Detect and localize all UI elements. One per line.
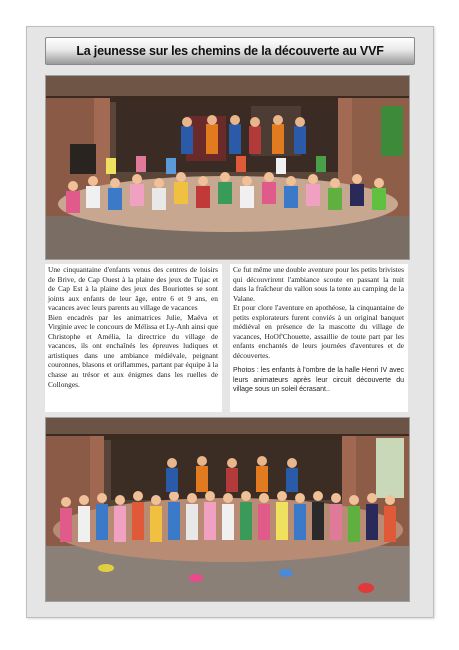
group-photo-top (45, 75, 410, 260)
article-column-left (45, 264, 222, 412)
article-paragraph: Bien encadrés par les animatrices Julie, Maëva et Virginie avec le concours de Mélissa et Ly-Anh ainsi que Christophe et Amélia, la directrice du village de vacances, ils ont enchaînés les épreuves ludiques et artistiques dans une ambiance médiévale, peignant couronnes, blasons et oriflammes, partant par équipe à la chasse au trésor et aux énigmes dans les ruelles de Collonges. (48, 312, 218, 389)
group-photo-bottom (45, 417, 410, 602)
article-paragraph: Et pour clore l'aventure en apothéose, la cinquantaine de petits explorateurs furent conviés à un original banquet médiéval en présence de la mascotte du village de vacances, HoOf'Chouette, assaillie de toute part par les enfants enchantés de leurs journées d'aventures et de découvertes. (233, 303, 404, 360)
photo-caption: Photos : les enfants à l'ombre de la halle Henri IV avec leurs animateurs après leur circuit découverte du village sous un soleil écrasant.. (233, 367, 404, 393)
article-column-right (230, 264, 408, 412)
article-paragraph: Une cinquantaine d'enfants venus des centres de loisirs de Brive, de Cap Ouest à la plaine des jeux de Tujac et de Cap Est à la plaine des jeux des Bouriottes se sont joints aux enfants de leur âge, entre 6 et 9 ans, en vacances avec leurs parents au village de vacances (48, 265, 218, 313)
article-paragraph: Ce fut même une double aventure pour les petits brivistes qui découvrirent l'ambiance scoute en passant la nuit dans la fraîcheur du vallon sous la tente au camping de la Valane. (233, 265, 404, 303)
page-title: La jeunesse sur les chemins de la découverte au VVF (45, 37, 415, 65)
